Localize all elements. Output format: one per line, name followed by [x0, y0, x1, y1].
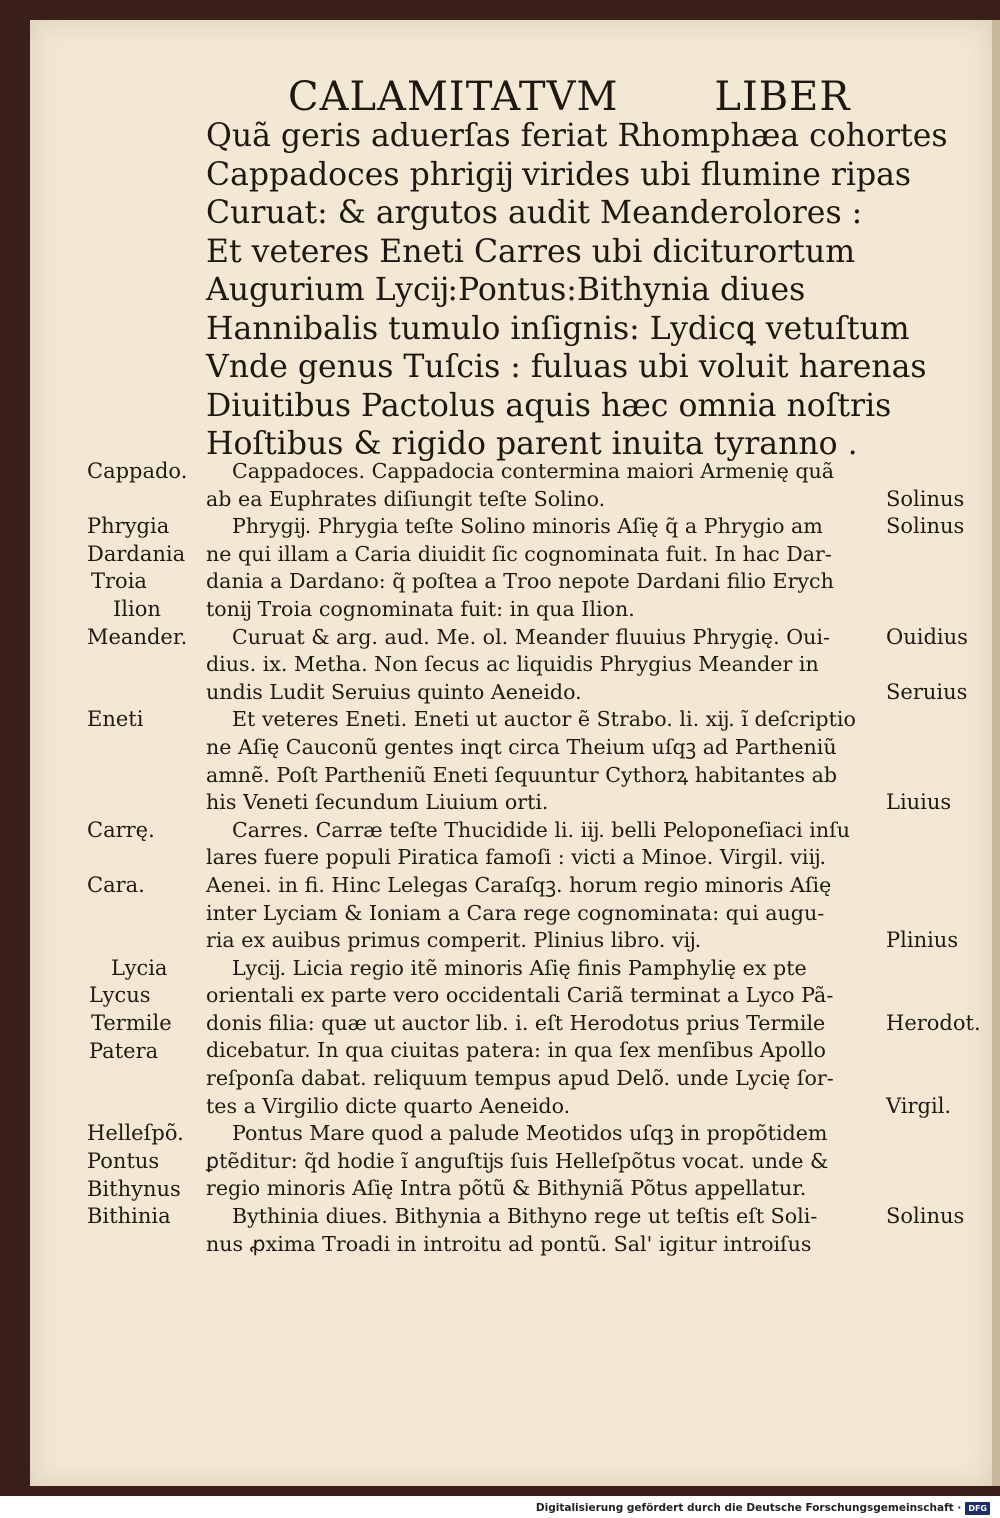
right-margin-note: Plinius — [886, 928, 959, 953]
next-page-edge — [992, 20, 1000, 1486]
right-margin-note: Ouidius — [886, 624, 968, 649]
left-margin-note: Patera — [89, 1038, 159, 1063]
right-margin-note: Liuius — [886, 790, 952, 815]
verse-line: Augurium Lycĳ:Pontus:Bithynia diues — [206, 272, 806, 308]
commentary-line: Et veteres Eneti. Eneti ut auctor ẽ Strabo. li. xĳ. ĩ deſcriptio — [232, 707, 856, 732]
commentary-line: Pontus Mare quod a palude Meotidos uſqꝫ in propõtidem — [232, 1121, 828, 1146]
right-margin-note: Solinus — [886, 1204, 965, 1229]
left-margin-note: Termile — [91, 1011, 172, 1035]
right-margin-note: Solinus — [886, 486, 965, 511]
verse-line: Cappadoces phrigĳ virides ubi flumine ripas — [206, 156, 912, 193]
commentary-line: amnẽ. Poſt Partheniũ Eneti ſequuntur Cythorꝝ habitantes ab — [206, 762, 838, 787]
commentary-line: Curuat & arg. aud. Me. ol. Meander fluuius Phrygię. Oui- — [232, 624, 830, 649]
footer-text: Digitalisierung gefördert durch die Deutsche Forschungsgemeinschaft · — [535, 1502, 962, 1514]
right-margin-note: Seruius — [886, 679, 968, 704]
left-margin-note: Bithynus — [87, 1176, 181, 1201]
verse-line: Hoſtibus & rigido parent inuita tyranno . — [206, 426, 858, 462]
left-margin-note: Carrę. — [87, 817, 155, 842]
commentary-line: orientali ex parte vero occidentali Cariã terminat a Lyco Pã- — [206, 983, 834, 1008]
left-margin-note: Bithinia — [87, 1204, 171, 1229]
left-margin-note: Phrygia — [87, 514, 170, 539]
commentary-line: ꝑtẽditur: q̃d hodie ĩ anguſtĳs ſuis Helleſpõtus vocat. unde & — [206, 1148, 829, 1173]
commentary-line: Cappadoces. Cappadocia contermina maiori Armenię quã — [232, 459, 835, 483]
left-margin-note: Ilion — [113, 597, 161, 621]
commentary-line: undis Ludit Seruius quinto Aeneido. — [206, 679, 582, 704]
verse-line: Quã geris aduerſas feriat Rhomphæa cohortes — [206, 118, 948, 154]
commentary-line: ab ea Euphrates diſiungit teſte Solino. — [206, 486, 606, 511]
dfg-logo: DFG — [965, 1502, 990, 1515]
commentary-line: Phrygĳ. Phrygia teſte Solino minoris Aſię q̃ a Phrygio am — [232, 514, 823, 539]
left-margin-note: Cappado. — [87, 459, 188, 483]
commentary-line: nus ꝓxima Troadi in introitu ad pontũ. Sal' igitur introiſus — [206, 1231, 812, 1256]
left-margin-note: Troia — [91, 569, 147, 594]
right-margin-note: Virgil. — [886, 1093, 952, 1118]
left-margin-note: Eneti — [87, 707, 144, 732]
left-margin-note: Lycus — [89, 983, 151, 1008]
commentary-line: tonĳ Troia cognominata fuit: in qua Ilion. — [206, 596, 635, 621]
commentary-line: ne Aſię Cauconũ gentes inqt circa Theium uſqꝫ ad Partheniũ — [206, 734, 837, 759]
commentary-line: dicebatur. In qua ciuitas patera: in qua ſex menſibus Apollo — [206, 1038, 826, 1063]
left-margin-note: Helleſpõ. — [87, 1121, 184, 1146]
right-margin-note: Solinus — [886, 514, 965, 539]
commentary-line: reſponſa dabat. reliquum tempus apud Delõ. unde Lycię ſor- — [206, 1066, 834, 1091]
commentary-line: donis filia: quæ ut auctor lib. i. eſt Herodotus prius Termile — [206, 1010, 826, 1035]
verse-line: Diuitibus Pactolus aquis hæc omnia noſtris — [206, 387, 892, 424]
verse-line: Et veteres Eneti Carres ubi diciturortum — [206, 233, 856, 270]
footer-credit — [0, 1499, 990, 1517]
commentary-line: dania a Dardano: q̃ poſtea a Troo nepote Dardani filio Erych — [206, 569, 834, 594]
commentary-line: ne qui illam a Caria diuidit ſic cognominata fuit. In hac Dar- — [206, 541, 832, 566]
commentary-block — [206, 458, 896, 1258]
commentary-line: ria ex auibus primus comperit. Plinius libro. vĳ. — [206, 928, 702, 953]
left-margin-note: Dardania — [87, 541, 186, 566]
verse-block — [206, 117, 948, 464]
verse-line: Vnde genus Tuſcis : fuluas ubi voluit harenas — [206, 349, 927, 385]
commentary-line: dius. ix. Metha. Non ſecus ac liquidis Phrygius Meander in — [206, 652, 819, 677]
commentary-line: lares fuere populi Piratica famoſi : victi a Minoe. Virgil. viĳ. — [206, 845, 826, 870]
left-margin-note: Pontus — [87, 1149, 160, 1173]
left-margin-note: Lycia — [111, 955, 168, 980]
commentary-line: Bythinia diues. Bithynia a Bithyno rege ut teſtis eſt Soli- — [232, 1204, 818, 1229]
right-margin-note: Herodot. — [886, 1011, 981, 1035]
commentary-line: tes a Virgilio dicte quarto Aeneido. — [206, 1093, 571, 1118]
verse-line: Hannibalis tumulo inſignis: Lydicꝗ vetuſtum — [206, 310, 910, 347]
commentary-line: inter Lyciam & Ioniam a Cara rege cognominata: qui augu- — [206, 900, 825, 925]
commentary-line: Aenei. in fi. Hinc Lelegas Caraſqꝫ. horum regio minoris Aſię — [206, 872, 832, 897]
page-title: CALAMITATVM LIBER — [288, 74, 851, 120]
commentary-line: Carres. Carræ teſte Thucidide li. iĳ. belli Peloponeſiaci inſu — [232, 817, 850, 842]
left-margin-note: Meander. — [87, 624, 188, 649]
left-margin-note: Cara. — [87, 873, 145, 897]
commentary-line: his Veneti ſecundum Liuium orti. — [206, 790, 549, 815]
commentary-line: regio minoris Aſię Intra põtũ & Bithyniã Põtus appellatur. — [206, 1176, 807, 1201]
verse-line: Curuat: & argutos audit Meanderolores : — [206, 195, 863, 231]
commentary-line: Lycĳ. Licia regio itẽ minoris Aſię finis Pamphylię ex pte — [232, 955, 807, 980]
